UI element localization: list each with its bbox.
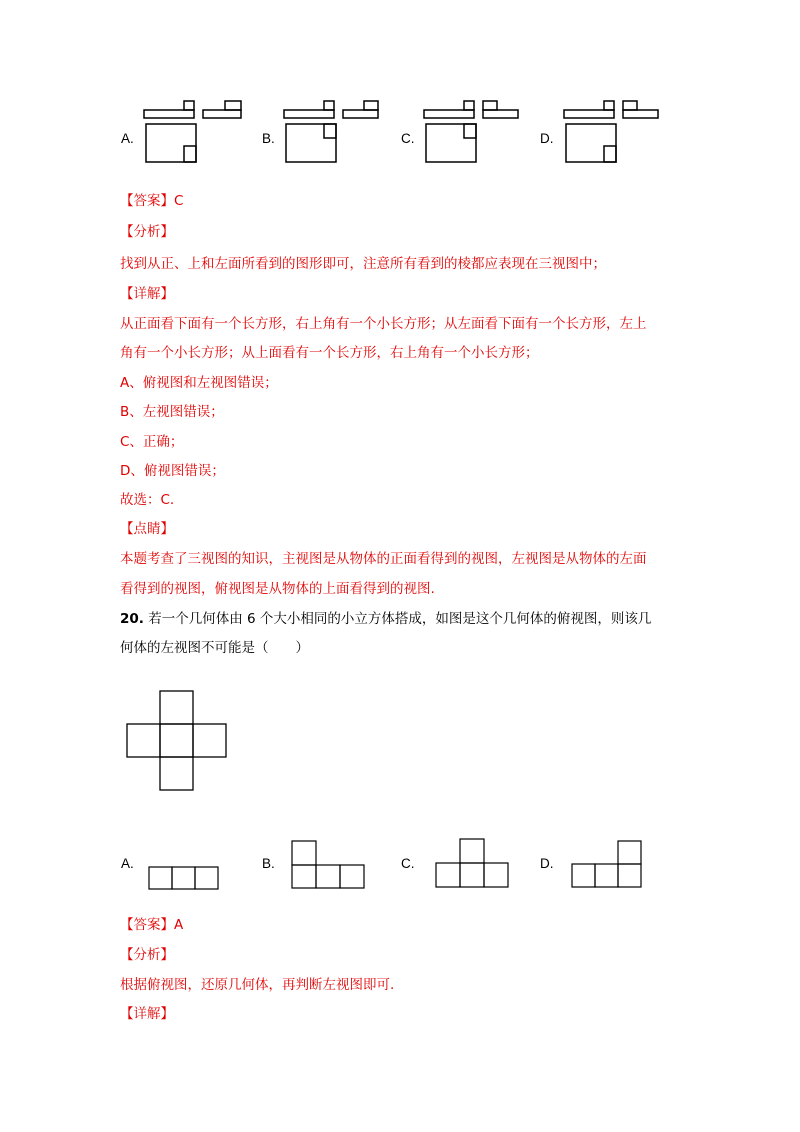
q20-option-b-figure — [291, 840, 371, 895]
q19-detail-line1 — [120, 314, 647, 334]
q19-comment-line1: 本题考查了三视图的知识，主视图是从物体的正面看得到的视图，左视图是从物体的左面 — [120, 551, 647, 567]
q20-analysis-tag: 【分析】 — [120, 947, 174, 963]
q19-detail-tag: 【详解】 — [120, 286, 174, 302]
q19-option-b-label: B. — [262, 131, 275, 146]
q20-detail-tag: 【详解】 — [120, 1006, 174, 1022]
q19-item-a: A、俯视图和左视图错误； — [120, 375, 278, 391]
q20-option-b-label: B. — [262, 856, 275, 871]
answer-value: C — [174, 193, 184, 209]
answer-tag: 【答案】 — [120, 193, 174, 209]
q19-option-a-figure — [140, 98, 250, 168]
answer-tag: 【答案】 — [120, 917, 174, 933]
q19-option-c-label: C. — [401, 131, 415, 146]
q20-option-a-label: A. — [121, 856, 134, 871]
q19-item-c: C、正确； — [120, 434, 184, 450]
q20-analysis-text: 根据俯视图，还原几何体，再判断左视图即可. — [120, 977, 395, 993]
detail-line1-part2: 有一个长方形，右上角有一个小长方形；从左面看下面有一个长方形，左上 — [201, 316, 647, 332]
q20-option-d-label: D. — [540, 856, 554, 871]
q20-stem-line1 — [120, 609, 651, 629]
q20-option-d-figure — [571, 840, 651, 895]
q20-answer — [120, 915, 183, 935]
q19-item-b: B、左视图错误； — [120, 404, 224, 420]
q20-stem-text: 若一个几何体由 6 个大小相同的小立方体搭成，如图是这个几何体的俯视图，则该几 — [148, 611, 652, 627]
q20-top-view-figure — [126, 690, 236, 800]
q19-analysis-text: 找到从正、上和左面所看到的图形即可，注意所有看到的棱都应表现在三视图中； — [120, 256, 606, 272]
detail-line1-part1: 从正面看下面 — [120, 316, 201, 332]
q19-option-b-figure — [280, 98, 390, 168]
answer-value: A — [174, 917, 184, 933]
q19-option-a-label: A. — [121, 131, 134, 146]
q19-choose: 故选：C. — [120, 492, 175, 508]
q20-stem-line2: 何体的左视图不可能是（ ） — [120, 640, 309, 656]
q19-option-c-figure — [420, 98, 530, 168]
q19-analysis-tag: 【分析】 — [120, 224, 174, 240]
q19-option-d-label: D. — [540, 131, 554, 146]
q20-option-a-figure — [148, 866, 228, 896]
q19-item-d: D、俯视图错误； — [120, 463, 225, 479]
q19-detail-line2: 角有一个小长方形；从上面看有一个长方形，右上角有一个小长方形； — [120, 345, 539, 361]
q20-option-c-figure — [435, 838, 515, 893]
q20-option-c-label: C. — [401, 856, 415, 871]
q19-comment-line2: 看得到的视图，俯视图是从物体的上面看得到的视图. — [120, 581, 435, 597]
q20-number: 20. — [120, 611, 144, 627]
q19-answer — [120, 191, 183, 211]
q19-option-d-figure — [560, 98, 670, 168]
q19-comment-tag: 【点睛】 — [120, 521, 174, 537]
